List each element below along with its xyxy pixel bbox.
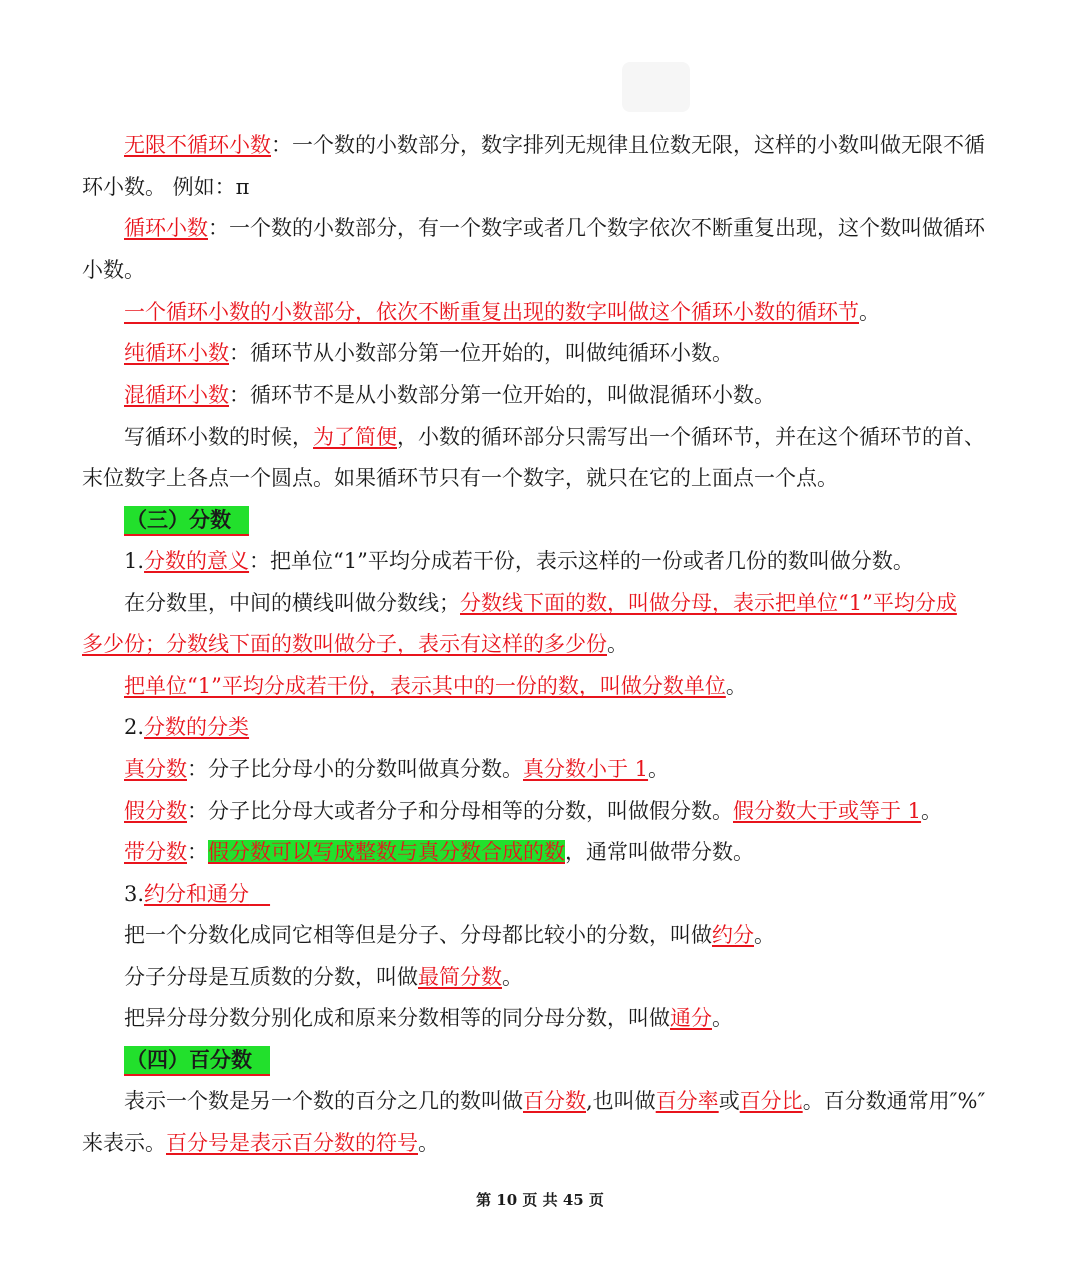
text: ,也叫做 — [586, 1089, 656, 1113]
text: 在分数里，中间的横线叫做分数线； — [124, 591, 460, 615]
text: 表示一个数是另一个数的百分之几的数叫做 — [124, 1089, 523, 1113]
text: 环小数。 例如：π — [82, 175, 250, 199]
text: 。 — [754, 923, 775, 947]
text: 。 — [921, 799, 943, 823]
para-writing — [124, 422, 1044, 452]
red-text: 百分数 — [523, 1089, 586, 1113]
para-repetend — [124, 297, 1044, 327]
term: 混循环小数 — [124, 383, 229, 407]
red-text: 分数线下面的数，叫做分母，表示把单位“1”平均分成 — [460, 591, 957, 615]
term: 循环小数 — [124, 216, 208, 240]
section-fractions-heading — [124, 505, 1044, 536]
para-fraction-meaning — [124, 546, 1044, 576]
red-text: 把单位“1”平均分成若干份，表示其中的一份的数，叫做分数单位 — [124, 674, 726, 698]
section-tag: （四）百分数 — [124, 1046, 270, 1076]
red-text: 最简分数 — [418, 965, 502, 989]
text: 。 — [607, 632, 628, 656]
number: 3. — [124, 882, 145, 906]
text: ：循环节从小数部分第一位开始的，叫做纯循环小数。 — [229, 341, 733, 365]
term: 分数的分类 — [144, 715, 250, 739]
red-text: 一个循环小数的小数部分，依次不断重复出现的数字叫做这个循环小数的循环节 — [124, 300, 859, 324]
red-text: 百分号是表示百分数的符号 — [166, 1131, 418, 1155]
para-recurring — [124, 213, 1044, 243]
text: ：一个数的小数部分，有一个数字或者几个数字依次不断重复出现，这个数叫做循环 — [208, 216, 985, 240]
para-writing-cont — [82, 463, 1002, 493]
para-recurring-cont — [82, 255, 1002, 285]
term: 纯循环小数 — [124, 341, 229, 365]
para-fraction-types — [124, 712, 1044, 742]
red-text: 真分数小于 1 — [523, 757, 649, 781]
para-irrational-cont — [82, 172, 1002, 202]
para-mixed-number — [124, 837, 1044, 867]
term: 分数的意义 — [144, 549, 250, 573]
para-fraction-line — [124, 588, 1044, 618]
para-pure — [124, 338, 1044, 368]
text: ，通常叫做带分数。 — [565, 840, 754, 864]
red-text: 通分 — [670, 1006, 712, 1030]
text: 。 — [725, 674, 747, 698]
para-simplify — [124, 879, 1044, 909]
text: 把一个分数化成同它相等但是分子、分母都比较小的分数，叫做 — [124, 923, 712, 947]
para-fraction-line-cont — [82, 629, 1002, 659]
text: ：循环节不是从小数部分第一位开始的，叫做混循环小数。 — [229, 383, 775, 407]
term: 带分数 — [124, 840, 187, 864]
red-text: 百分率 — [655, 1089, 719, 1113]
text: 分子分母是互质数的分数，叫做 — [124, 965, 418, 989]
para-mixed — [124, 380, 1044, 410]
text: ：分子比分母小的分数叫做真分数。 — [187, 757, 523, 781]
para-percent — [124, 1086, 1044, 1116]
text: 把异分母分数分别化成和原来分数相等的同分母分数，叫做 — [124, 1006, 670, 1030]
red-text: 假分数大于或等于 1 — [733, 799, 922, 823]
text: 。百分数通常用″%″ — [802, 1089, 986, 1113]
number: 1. — [124, 549, 145, 573]
section-percent-heading — [124, 1045, 1044, 1076]
term: 假分数 — [124, 799, 187, 823]
para-simplest — [124, 962, 1044, 992]
term: 无限不循环小数 — [124, 133, 271, 157]
text: 或 — [718, 1089, 740, 1113]
text: 。 — [648, 757, 670, 781]
red-text: 为了简便 — [313, 425, 397, 449]
text: 。 — [712, 1006, 733, 1030]
text: ，小数的循环部分只需写出一个循环节，并在这个循环节的首、 — [397, 425, 985, 449]
para-percent-cont — [82, 1128, 1002, 1158]
text: ：一个数的小数部分，数字排列无规律且位数无限，这样的小数叫做无限不循 — [271, 133, 985, 157]
term: 约分和通分 — [144, 882, 250, 906]
red-text: 多少份；分数线下面的数叫做分子，表示有这样的多少份 — [82, 632, 607, 656]
term: 真分数 — [124, 757, 187, 781]
text: ：分子比分母大或者分子和分母相等的分数，叫做假分数。 — [187, 799, 733, 823]
text: 小数。 — [82, 258, 145, 282]
para-irrational — [124, 130, 1044, 160]
para-fraction-unit — [124, 671, 1044, 701]
section-tag: （三）分数 — [124, 506, 249, 536]
text: ： — [187, 840, 208, 864]
red-text: 百分比 — [739, 1089, 803, 1113]
scan-smudge — [622, 62, 690, 112]
text: 。 — [502, 965, 523, 989]
text: 写循环小数的时候， — [124, 425, 313, 449]
highlighted-text: 假分数可以写成整数与真分数合成的数 — [208, 840, 565, 864]
text: ：把单位“1”平均分成若干份，表示这样的一份或者几份的数叫做分数。 — [249, 549, 914, 573]
para-reduce — [124, 920, 1044, 950]
para-proper — [124, 754, 1044, 784]
red-text: 约分 — [712, 923, 754, 947]
para-common-denominator — [124, 1003, 1044, 1033]
text: 。 — [418, 1131, 439, 1155]
underline-pad — [249, 882, 270, 906]
page-footer: 第 10 页 共 45 页 — [476, 1191, 604, 1209]
text: 来表示。 — [82, 1131, 166, 1155]
text: 。 — [859, 300, 880, 324]
para-improper — [124, 796, 1044, 826]
number: 2. — [124, 715, 145, 739]
text: 末位数字上各点一个圆点。如果循环节只有一个数字，就只在它的上面点一个点。 — [82, 466, 838, 490]
